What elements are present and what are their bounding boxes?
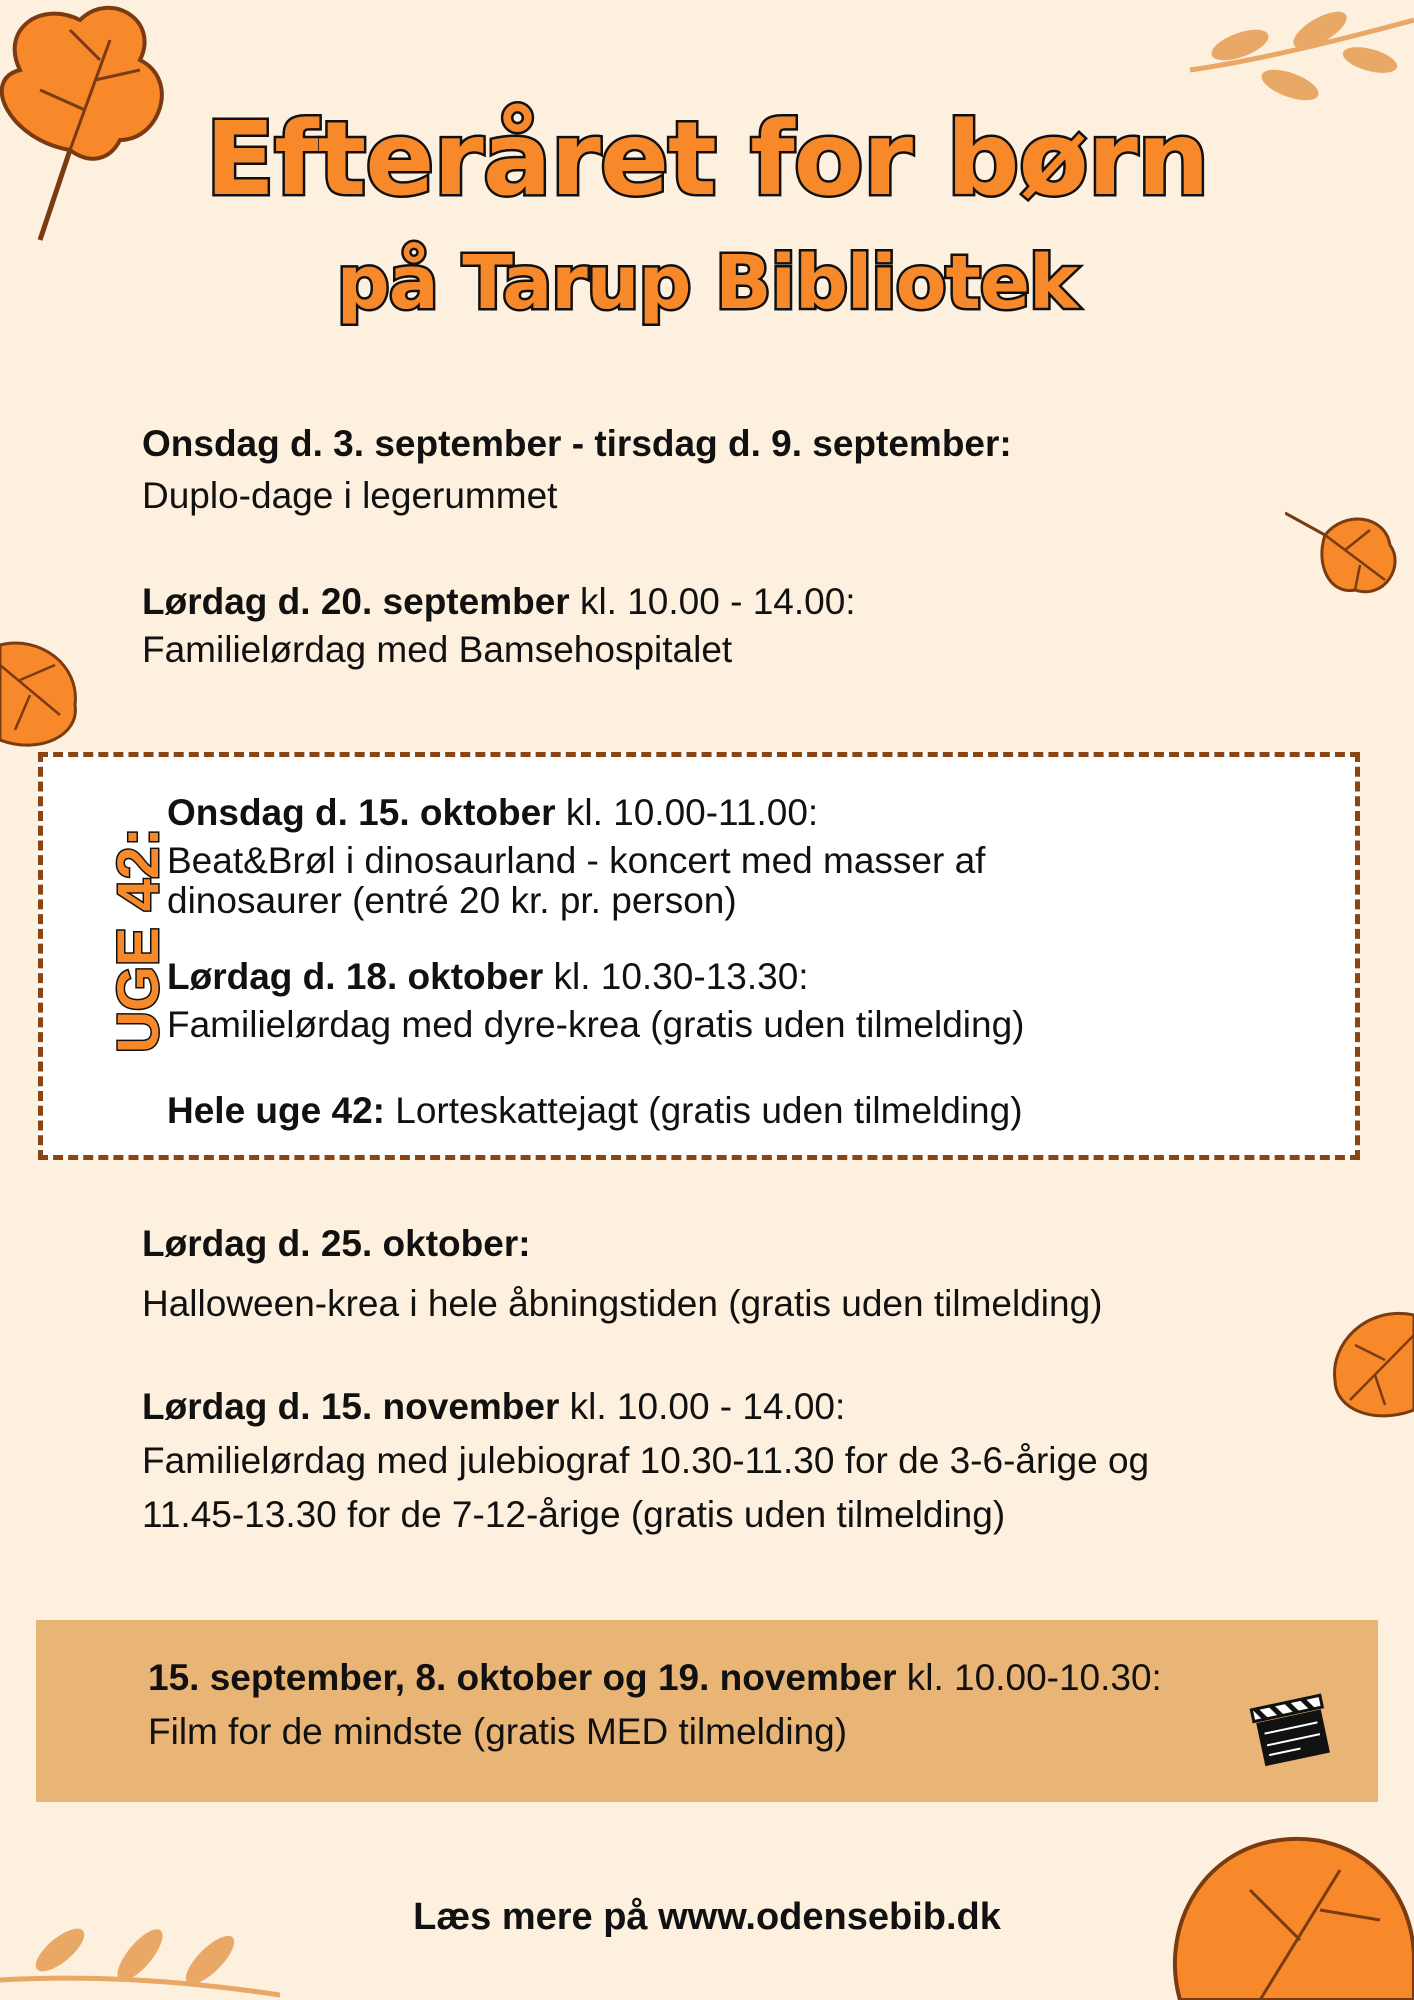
event-date: Onsdag d. 15. oktober bbox=[167, 792, 556, 833]
event-description-cont: 11.45-13.30 for de 7-12-årige (gratis uden tilmelding) bbox=[142, 1494, 1006, 1535]
event-julebiograf bbox=[142, 1385, 1149, 1537]
event-time: kl. 10.30-13.30: bbox=[543, 956, 809, 997]
event-description-cont: dinosaurer (entré 20 kr. pr. person) bbox=[167, 880, 737, 921]
leaf-icon bbox=[1325, 1305, 1414, 1425]
uge42-event-concert bbox=[167, 793, 985, 921]
event-film bbox=[148, 1656, 1162, 1754]
event-date: Lørdag d. 20. september bbox=[142, 581, 570, 622]
event-date: Hele uge 42: bbox=[167, 1090, 385, 1131]
uge42-box bbox=[38, 752, 1360, 1160]
event-date: Onsdag d. 3. september - tirsdag d. 9. september: bbox=[142, 423, 1012, 464]
leaf-icon bbox=[1285, 505, 1405, 605]
event-time: kl. 10.00 - 14.00: bbox=[569, 581, 856, 622]
event-description: Film for de mindste (gratis MED tilmelding) bbox=[148, 1711, 848, 1752]
event-description: Beat&Brøl i dinosaurland - koncert med masser af bbox=[167, 840, 986, 881]
event-time: kl. 10.00-10.30: bbox=[896, 1657, 1162, 1698]
leaf-icon bbox=[0, 625, 90, 755]
event-description: Familielørdag med dyre-krea (gratis uden tilmelding) bbox=[167, 1004, 1025, 1045]
event-time: kl. 10.00-11.00: bbox=[555, 792, 819, 833]
uge42-event-skattejagt bbox=[167, 1091, 1023, 1131]
event-time: kl. 10.00 - 14.00: bbox=[559, 1386, 846, 1427]
uge42-event-krea bbox=[167, 957, 1025, 1045]
page-title: Efteråret for børn bbox=[205, 100, 1209, 219]
event-description: Familielørdag med julebiograf 10.30-11.30 for de 3-6-årige og bbox=[142, 1440, 1150, 1481]
event-description: Lorteskattejagt (gratis uden tilmelding) bbox=[384, 1090, 1023, 1131]
event-halloween bbox=[142, 1222, 1102, 1326]
film-box bbox=[36, 1620, 1378, 1802]
event-description: Halloween-krea i hele åbningstiden (gratis uden tilmelding) bbox=[142, 1283, 1103, 1324]
event-duplo bbox=[142, 422, 1012, 518]
event-date: 15. september, 8. oktober og 19. november bbox=[148, 1657, 897, 1698]
event-date: Lørdag d. 25. oktober: bbox=[142, 1223, 531, 1264]
event-bamsehospital bbox=[142, 580, 856, 672]
event-description: Familielørdag med Bamsehospitalet bbox=[142, 629, 733, 670]
event-description: Duplo-dage i legerummet bbox=[142, 475, 558, 516]
uge42-label: UGE 42: bbox=[106, 827, 171, 1053]
page-subtitle: på Tarup Bibliotek bbox=[336, 240, 1078, 326]
footer-link-text: Læs mere på www.odensebib.dk bbox=[413, 1896, 1001, 1938]
clapperboard-icon bbox=[1246, 1688, 1336, 1768]
event-date: Lørdag d. 18. oktober bbox=[167, 956, 544, 997]
event-date: Lørdag d. 15. november bbox=[142, 1386, 560, 1427]
